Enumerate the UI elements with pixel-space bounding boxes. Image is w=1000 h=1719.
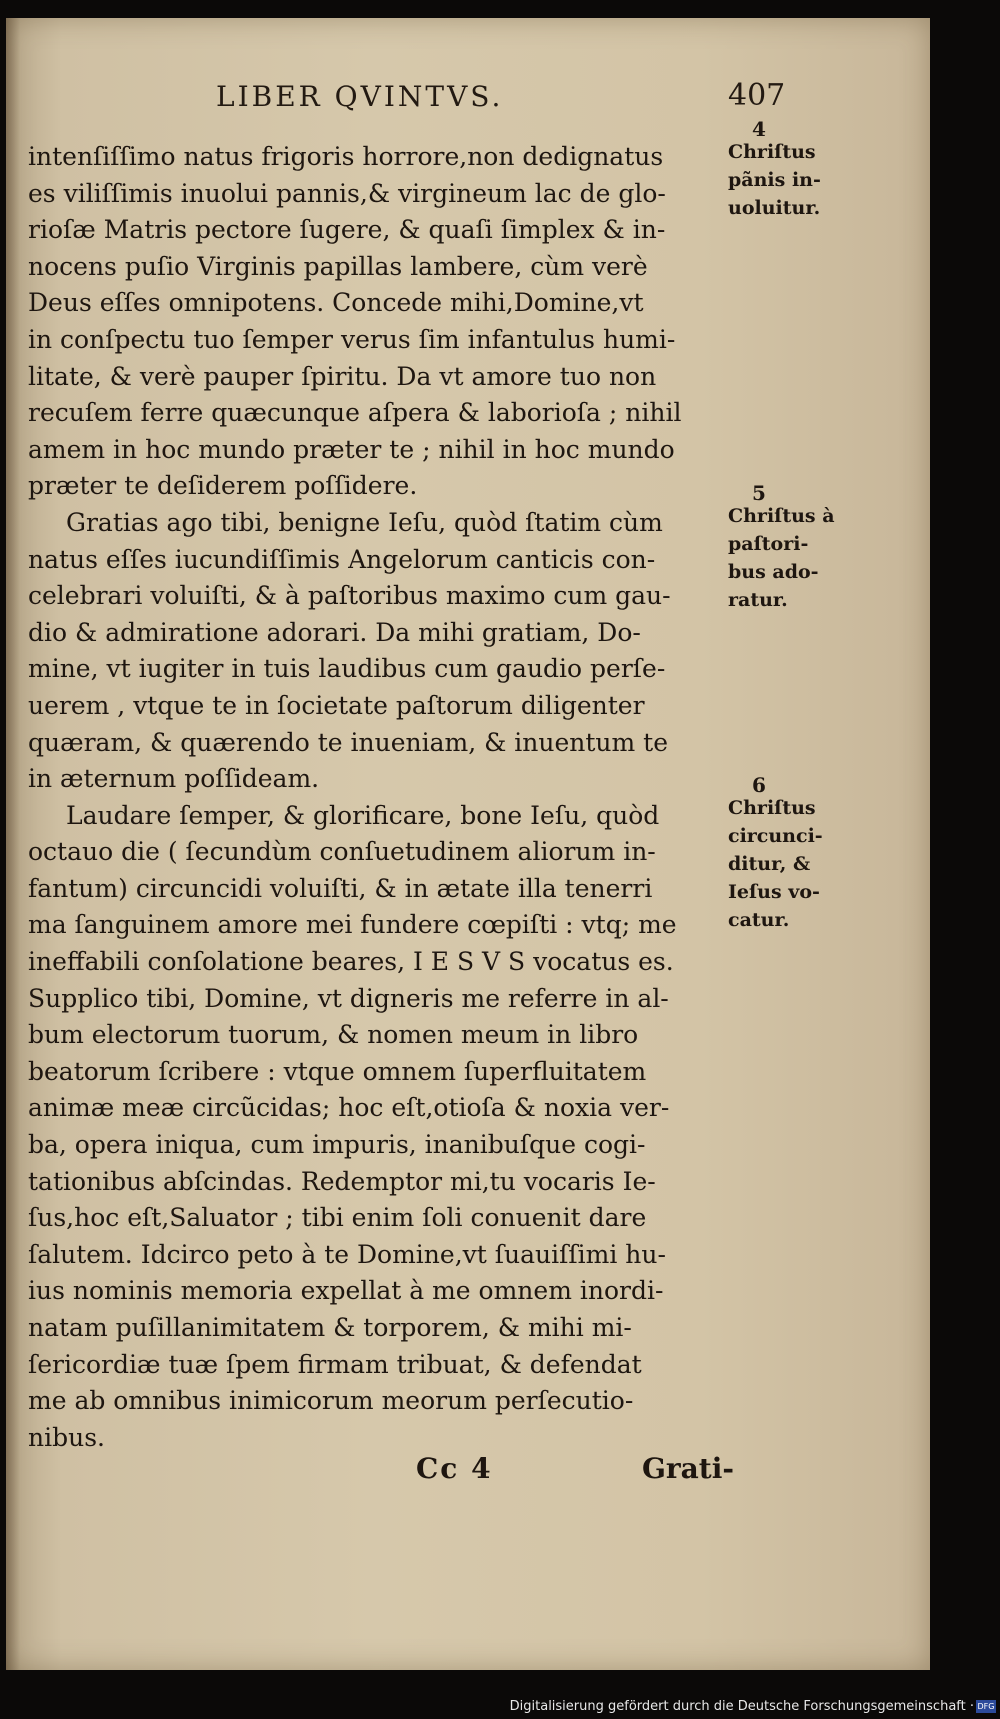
running-title: LIBER QVINTVS. (216, 80, 504, 113)
margin-note-line: Chriſtus à (728, 505, 835, 527)
text-line: animæ meæ circũcidas; hoc eſt,otioſa & noxia ver- (28, 1093, 670, 1123)
digitization-note: Digitalisierung gefördert durch die Deutsche Forschungsgemeinschaft · (509, 1699, 974, 1714)
text-line: mine, vt iugiter in tuis laudibus cum gaudio perſe- (28, 654, 666, 684)
margin-note-line: ditur, & (728, 853, 811, 875)
text-line: Supplico tibi, Domine, vt digneris me referre in al- (28, 983, 669, 1013)
text-line: Gratias ago tibi, benigne Ieſu, quòd ſtatim cùm (66, 507, 663, 537)
digitization-footer (0, 1695, 1000, 1719)
text-line: celebrari voluiſti, & à paſtoribus maximo cum gau- (28, 581, 671, 611)
catchword: Grati- (642, 1452, 734, 1485)
text-line: nibus. (28, 1422, 105, 1452)
margin-note-line: uoluitur. (728, 197, 821, 219)
text-line: tationibus abſcindas. Redemptor mi,tu vocaris Ie- (28, 1166, 656, 1196)
text-line: præter te deſiderem poſſidere. (28, 471, 418, 501)
text-line: ius nominis memoria expellat à me omnem inordi- (28, 1276, 664, 1306)
margin-note-line: bus ado- (728, 561, 819, 583)
margin-note-4 (728, 117, 848, 222)
text-line: quæram, & quærendo te inueniam, & inuentum te (28, 727, 669, 757)
margin-note-number: 5 (752, 481, 766, 505)
margin-note-line: Chriſtus (728, 141, 816, 163)
text-line: Deus eſſes omnipotens. Concede mihi,Domine,vt (28, 288, 644, 318)
margin-note-line: Ieſus vo- (728, 881, 820, 903)
text-line: intenſiſſimo natus frigoris horrore,non dedignatus (28, 142, 664, 171)
margin-note-line: paſtori- (728, 533, 809, 555)
text-line: ma ſanguinem amore mei fundere cœpiſti : vtq; me (28, 910, 677, 940)
text-line: litate, & verè pauper ſpiritu. Da vt amore tuo non (28, 361, 657, 391)
margin-note-number: 6 (752, 773, 766, 797)
text-line: beatorum ſcribere : vtque omnem ſuperfluitatem (28, 1056, 647, 1086)
book-page (6, 18, 930, 1670)
margin-note-line: pãnis in- (728, 169, 821, 191)
text-line: me ab omnibus inimicorum meorum perſecutio- (28, 1386, 634, 1416)
margin-note-line: Chriſtus (728, 797, 816, 819)
text-line: bum electorum tuorum, & nomen meum in libro (28, 1020, 639, 1050)
margin-note-5 (728, 481, 848, 614)
text-line: in æternum poſſideam. (28, 764, 320, 794)
text-line: ſus,hoc eſt,Saluator ; tibi enim ſoli conuenit dare (28, 1203, 647, 1233)
text-line: dio & admiratione adorari. Da mihi gratiam, Do- (28, 617, 641, 647)
margin-note-line: catur. (728, 909, 790, 931)
text-line: ineffabili conſolatione beares, I E S V S vocatus es. (28, 947, 674, 977)
text-line: es viliſſimis inuolui pannis,& virgineum lac de glo- (28, 178, 666, 208)
text-line: ſalutem. Idcirco peto à te Domine,vt ſuauiſſimi hu- (28, 1239, 666, 1269)
text-line: nocens puſio Virginis papillas lambere, cùm verè (28, 251, 648, 281)
text-line: amem in hoc mundo præter te ; nihil in hoc mundo (28, 434, 675, 464)
text-line: recuſem ferre quæcunque aſpera & laborioſa ; nihil (28, 398, 682, 428)
text-line: octauo die ( ſecundùm conſuetudinem aliorum in- (28, 837, 656, 867)
signature-mark: Cc 4 (416, 1452, 493, 1485)
text-line: ba, opera iniqua, cum impuris, inanibuſque cogi- (28, 1130, 646, 1160)
text-line: Laudare ſemper, & glorificare, bone Ieſu, quòd (66, 800, 660, 830)
text-line: in conſpectu tuo ſemper verus ſim infantulus humi- (28, 324, 676, 354)
margin-note-line: circunci- (728, 825, 823, 847)
text-line: natus eſſes iucundiſſimis Angelorum canticis con- (28, 544, 656, 574)
page-number: 407 (728, 78, 786, 113)
text-line: uerem , vtque te in ſocietate paſtorum diligenter (28, 690, 645, 720)
text-line: natam puſillanimitatem & torporem, & mihi mi- (28, 1313, 632, 1342)
body-text (28, 139, 723, 1456)
margin-note-6 (728, 773, 848, 934)
text-line: rioſæ Matris pectore ſugere, & quaſi ſimplex & in- (28, 215, 666, 245)
text-line: fantum) circuncidi voluiſti, & in ætate illa tenerri (28, 873, 653, 903)
text-line: ſericordiæ tuæ ſpem firmam tribuat, & defendat (28, 1349, 642, 1379)
dfg-logo-icon: DFG (977, 1702, 995, 1711)
margin-note-number: 4 (752, 117, 766, 141)
margin-note-line: ratur. (728, 589, 788, 611)
